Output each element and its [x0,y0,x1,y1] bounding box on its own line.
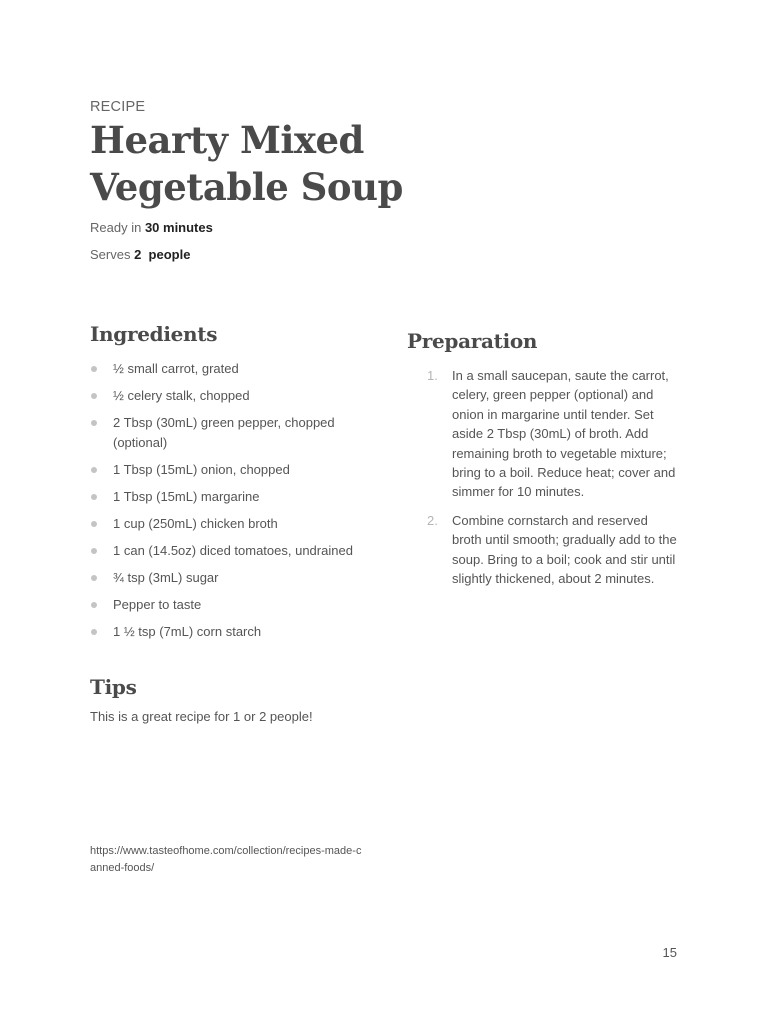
preparation-heading: Preparation [407,329,538,353]
ready-value: 30 minutes [144,220,213,235]
serves-value: 2 people [134,247,191,262]
recipe-title: Hearty Mixed Vegetable Soup [90,118,403,209]
ingredients-list [90,359,380,649]
bullet-icon [91,393,97,399]
source-url: https://www.tasteofhome.com/collection/recipes-made-canned-foods/ [90,845,362,874]
ingredient-text: 1 ½ tsp (7mL) corn starch [113,623,262,639]
ingredient-text: 1 can (14.5oz) diced tomatoes, undrained [113,542,353,558]
list-item [90,487,380,507]
list-item [90,622,380,642]
bullet-icon [91,629,97,635]
step-number: 1. [427,368,438,383]
list-item [90,413,380,452]
bullet-icon [91,602,97,608]
list-item [90,460,380,480]
page-number: 15 [662,945,677,960]
list-item [90,568,380,588]
ingredient-text: 1 Tbsp (15mL) onion, chopped [113,461,290,477]
ingredient-text: ½ celery stalk, chopped [113,388,250,403]
ingredient-text: 1 cup (250mL) chicken broth [113,515,278,531]
list-item [90,386,380,406]
serves-prefix: Serves [90,247,131,262]
bullet-icon [91,575,97,581]
ingredient-text: ¾ tsp (3mL) sugar [113,569,219,585]
tips-text: This is a great recipe for 1 or 2 people! [90,709,313,724]
list-item [427,511,679,589]
ingredient-text: 1 Tbsp (15mL) margarine [113,488,260,504]
list-item [90,514,380,534]
step-text: Combine cornstarch and reserved broth until smooth; gradually add to the soup. Bring to a boil; cook and stir until slightly thickened, about 2 minutes. [452,512,677,587]
list-item [90,359,380,379]
ingredient-text: 2 Tbsp (30mL) green pepper, chopped (optional) [113,415,335,450]
step-number: 2. [427,512,438,528]
ingredients-heading: Ingredients [90,322,218,346]
list-item [90,541,380,561]
recipe-eyebrow: RECIPE [90,99,146,115]
tips-heading: Tips [90,675,137,699]
bullet-icon [91,494,97,500]
step-text: In a small saucepan, saute the carrot, celery, green pepper (optional) and onion in margarine until tender. Set aside 2 Tbsp (30mL) of broth. Add remaining broth to vegetable mixture; bring to a boil. Reduce heat; cover and simmer for 10 minutes. [452,368,676,500]
list-item [427,366,679,502]
bullet-icon [91,548,97,554]
ready-time [90,220,213,235]
bullet-icon [91,521,97,527]
preparation-steps [427,366,679,597]
ingredient-text: Pepper to taste [113,596,202,612]
ingredient-text: ½ small carrot, grated [113,361,239,376]
bullet-icon [91,420,97,426]
bullet-icon [91,366,97,372]
ready-prefix: Ready in [90,220,142,235]
servings [90,247,190,262]
bullet-icon [91,467,97,473]
list-item [90,595,380,615]
